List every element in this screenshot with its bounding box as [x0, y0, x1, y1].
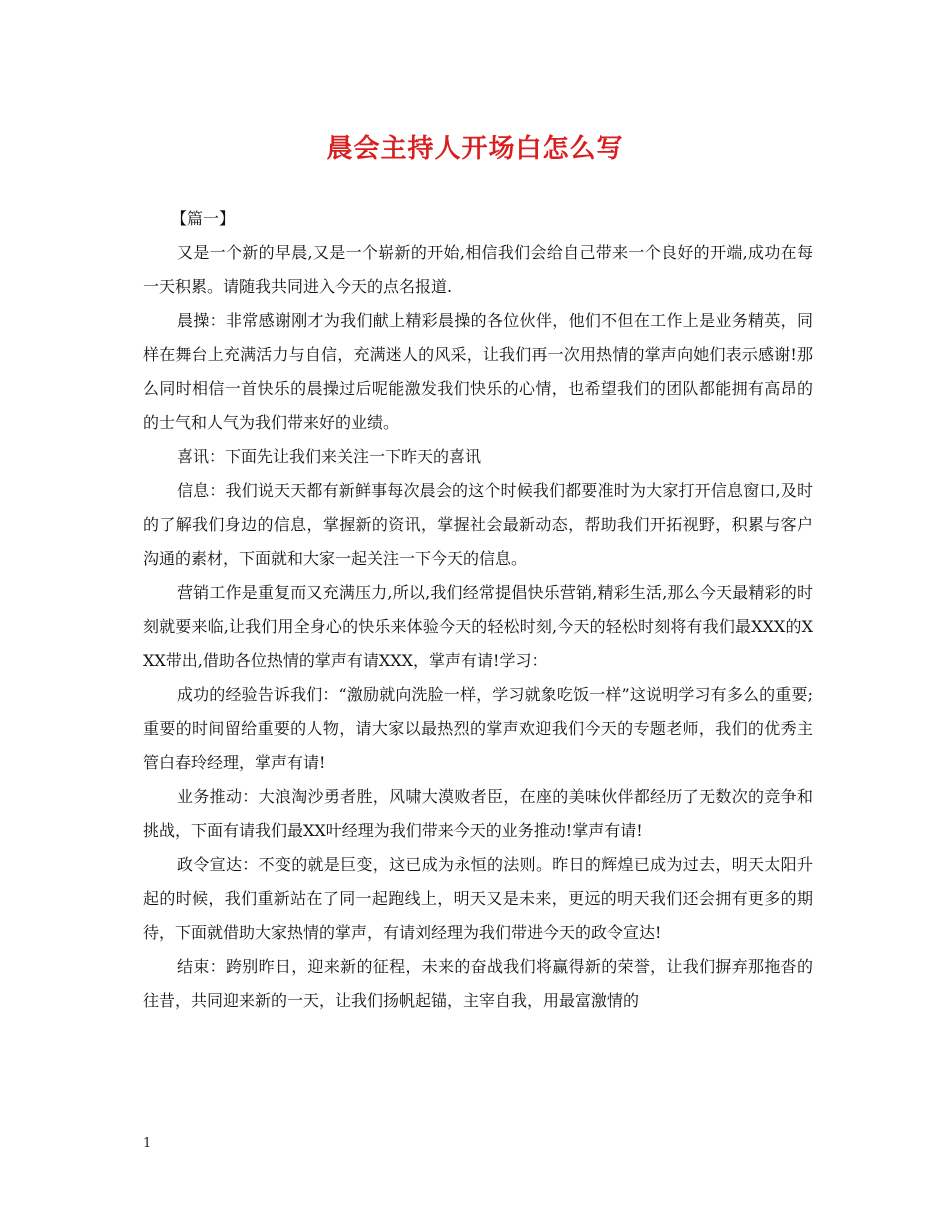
paragraph-closing: 结束：跨别昨日，迎来新的征程，未来的奋战我们将赢得新的荣誉，让我们摒弃那拖沓的往昔，共同迎来新的一天，让我们扬帆起锚，主宰自我，用最富激情的 — [143, 957, 813, 1010]
section-label: 【篇一】 — [171, 209, 236, 228]
paragraph-intro: 又是一个新的早晨,又是一个崭新的开始,相信我们会给自己带来一个良好的开端,成功在每一天积累。请随我共同进入今天的点名报道. — [143, 243, 813, 296]
document-body — [143, 202, 813, 1018]
paragraph-morning-exercise: 晨操：非常感谢刚才为我们献上精彩晨操的各位伙伴，他们不但在工作上是业务精英，同样在舞台上充满活力与自信，充满迷人的风采，让我们再一次用热情的掌声向她们表示感谢!那么同时相信一首快乐的晨操过后呢能激发我们快乐的心情，也希望我们的团队都能拥有高昂的的士气和人气为我们带来好的业绩。 — [143, 311, 813, 432]
paragraph-good-news: 喜讯：下面先让我们来关注一下昨天的喜讯 — [177, 447, 482, 466]
paragraph-policy: 政令宣达：不变的就是巨变，这已成为永恒的法则。昨日的辉煌已成为过去，明天太阳升起的时候，我们重新站在了同一起跑线上，明天又是未来，更远的明天我们还会拥有更多的期待，下面就借助大家热情的掌声，有请刘经理为我们带进今天的政令宣达! — [143, 855, 813, 942]
paragraph-information: 信息：我们说天天都有新鲜事每次晨会的这个时候我们都要准时为大家打开信息窗口,及时的了解我们身边的信息，掌握新的资讯，掌握社会最新动态，帮助我们开拓视野，积累与客户沟通的素材，下面就和大家一起关注一下今天的信息。 — [143, 481, 813, 568]
document-title: 晨会主持人开场白怎么写 — [326, 134, 624, 164]
paragraph-learning: 成功的经验告诉我们：“激励就向洗脸一样，学习就象吃饭一样”这说明学习有多么的重要;重要的时间留给重要的人物，请大家以最热烈的掌声欢迎我们今天的专题老师，我们的优秀主管白春玲经理，掌声有请! — [143, 685, 813, 772]
page-number: 1 — [143, 1136, 152, 1151]
paragraph-sales-work: 营销工作是重复而又充满压力,所以,我们经常提倡快乐营销,精彩生活,那么今天最精彩的时刻就要来临,让我们用全身心的快乐来体验今天的轻松时刻,今天的轻松时刻将有我们最XXX的XXX带出,借助各位热情的掌声有请XXX，掌声有请!学习： — [143, 583, 813, 670]
paragraph-business-push: 业务推动：大浪淘沙勇者胜，风啸大漠败者臣，在座的美味伙伴都经历了无数次的竞争和挑战，下面有请我们最XX叶经理为我们带来今天的业务推动!掌声有请! — [143, 787, 813, 840]
